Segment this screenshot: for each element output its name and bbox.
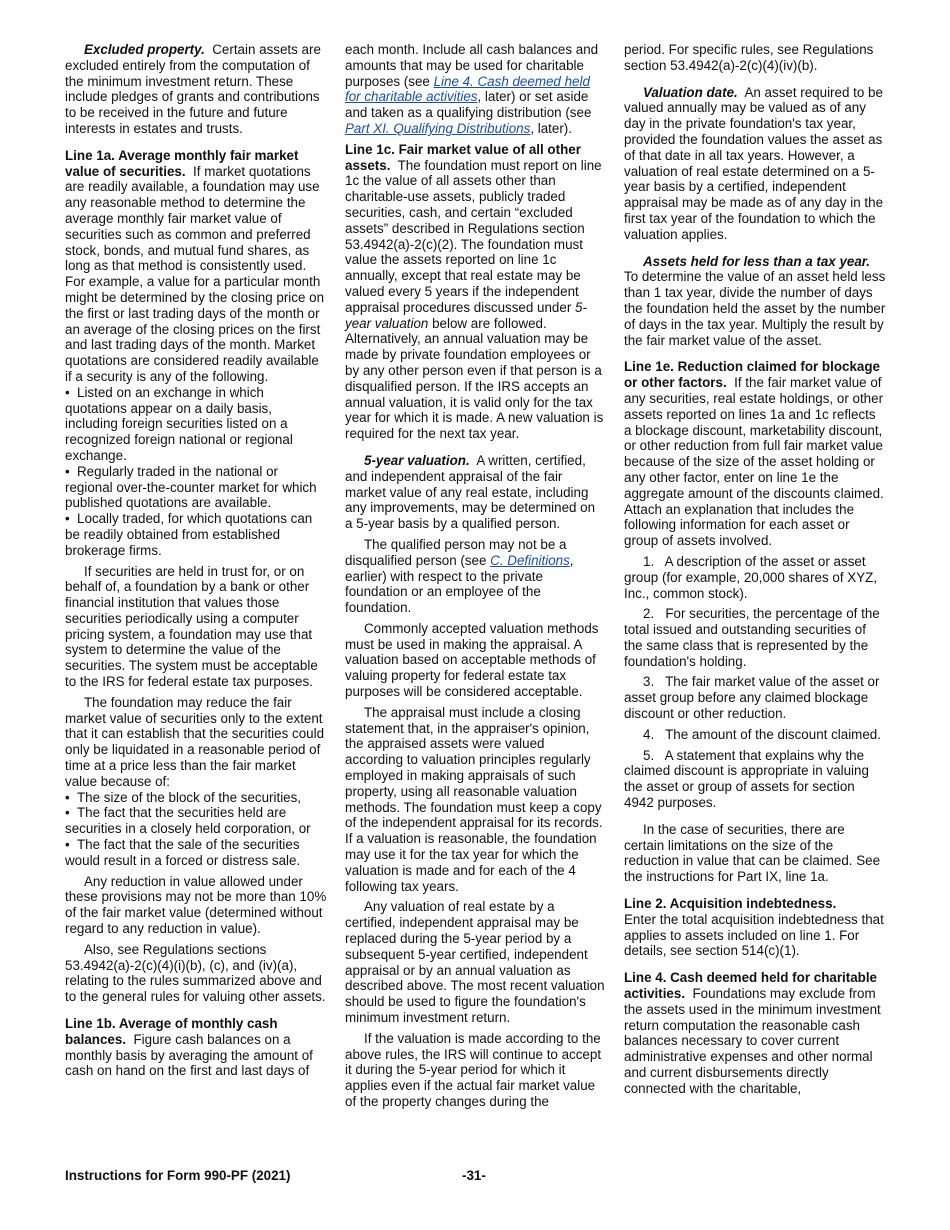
footer-form-title: Instructions for Form 990-PF (2021) <box>65 1168 291 1183</box>
bullet-item: • The fact that the securities held are securities in a closely held corporation, or <box>65 805 311 837</box>
numbered-item: 2. For securities, the percentage of the total issued and outstanding securities of the same class that is represented by the foundation's holding. <box>624 606 880 669</box>
closing-statement-para: The appraisal must include a closing statement that, in the appraiser's opinion, the appraised assets were valued according to valuation principles regularly employed in making appraisals of such property, using all reasonable valuation methods. The foundation must keep a copy of the independent appraisal for its records. If a valuation is reasonable, the foundation may use it for the tax year for which the valuation is made and for each of the 4 following tax years. <box>345 704 603 894</box>
valuation-date-heading: Valuation date. <box>643 84 738 100</box>
part-xi-link[interactable]: Part XI. Qualifying Distributions <box>345 120 531 136</box>
also-para: Also, see Regulations sections 53.4942(a)-2(c)(4)(i)(b), (c), and (iv)(a), relating to the rules summarized above and to the general rules for valuing other assets. <box>65 941 326 1005</box>
line-2-para: Line 2. Acquisition indebtedness. Enter the total acquisition indebtedness that applies to assets included on line 1. For details, see section 514(c)(1). <box>624 896 884 959</box>
column-3 <box>624 42 886 1102</box>
column-1 <box>65 42 327 1084</box>
line-1c-heading: Line 1c. Fair market value of all other assets. <box>345 141 581 173</box>
line-1c-para: Line 1c. Fair market value of all other assets. The foundation must report on line 1c the value of all assets other than charitable-use assets, publicly traded securities, cash, and certain “excluded assets” described in Regulations section 53.4942(a)-2(c)(2). The foundation must value the assets reported on line 1c annually, except that real estate may be valued every 5 years if the independent appraisal procedures discussed under 5-year valuation below are followed. Alternatively, an annual valuation may be made by private foundation employees or by any other person even if that person is a disqualified person. If the IRS accepts an annual valuation, it is valid only for the tax year for which it is made. A new valuation is required for the next tax year. <box>345 141 604 442</box>
valuation-date-para: Valuation date. An asset required to be valued annually may be valued as of any day in the private foundation's tax year, provided the foundation values the asset as of that date in all tax years. However, a valuation of real estate determined on a 5-year basis by a certified, independent appraisal may be made as of any day in the first tax year of the foundation to which the valuation applies. <box>624 84 884 242</box>
qualified-person-para: The qualified person may not be a disqualified person (see C. Definitions, earlier) with respect to the private foundation or an employee of the foundation. <box>345 536 574 616</box>
any-valuation-para: Any valuation of real estate by a certified, independent appraisal may be replaced during the 5-year period by a subsequent 5-year certified, independent appraisal or by an annual valuation as described above. The most recent valuation should be used to figure the foundation's minimum investment return. <box>345 899 605 1026</box>
line-1e-heading: Line 1e. Reduction claimed for blockage or other factors. <box>624 359 880 391</box>
bullet-item: • The size of the block of the securities, <box>65 789 302 805</box>
numbered-item: 1. A description of the asset or asset group (for example, 20,000 shares of XYZ, Inc., common stock). <box>624 553 878 601</box>
line-1a-heading: Line 1a. Average monthly fair market value of securities. <box>65 147 299 179</box>
if-valuation-para: If the valuation is made according to the above rules, the IRS will continue to accept it during the 5-year period for which it applies even if the actual fair market value of the property changes during the <box>345 1030 602 1109</box>
bullet-item: • Listed on an exchange in which quotations appear on a daily basis, including foreign securities listed on a recognized foreign national or regional exchange. <box>65 384 293 463</box>
cash-continuation-para: each month. Include all cash balances and amounts that may be used for charitable purposes (see Line 4. Cash deemed held for charitable activities, later) or set aside and taken as a qualifying distribution (see Part XI. Qualifying Distributions, later). <box>345 42 599 136</box>
methods-para: Commonly accepted valuation methods must be used in making the appraisal. A valuation based on acceptable methods of valuing property for federal estate tax purposes will be considered acceptable. <box>345 620 599 700</box>
column-2 <box>345 42 605 1115</box>
assets-held-para: Assets held for less than a tax year. To determine the value of an asset held less than 1 tax year, divide the number of days the foundation held the asset by the number of days in the tax year. Multiply the result by the fair market value of the asset. <box>624 253 886 348</box>
line-4-para: Line 4. Cash deemed held for charitable activities. Foundations may exclude from the assets used in the minimum investment return computation the reasonable cash balances necessary to cover current administrative expenses and other normal and current disbursements directly connected with the charitable, <box>624 970 881 1096</box>
definitions-link[interactable]: C. Definitions <box>490 552 570 568</box>
five-year-valuation-para: 5-year valuation. A written, certified, and independent appraisal of the fair market value of any real estate, including any improvements, may be determined on a 5-year basis by a qualified person. <box>345 452 596 532</box>
limit-para: Any reduction in value allowed under these provisions may not be more than 10% of the fair market value (determined without regard to any reduction in value). <box>65 873 327 937</box>
excluded-property-para: Excluded property. Certain assets are excluded entirely from the computation of the minimum investment return. These include pledges of grants and contributions to be received in the future and future interests in estates and trusts. <box>65 42 321 136</box>
securities-limit-para: In the case of securities, there are certain limitations on the size of the reduction in value that can be claimed. See the instructions for Part IX, line 1a. <box>624 821 881 885</box>
page-number: -31- <box>462 1168 486 1183</box>
line-4-heading: Line 4. Cash deemed held for charitable activities. <box>624 970 878 1002</box>
reduce-para: The foundation may reduce the fair market value of securities only to the extent that it can establish that the securities could only be liquidated in a reasonable period of time at a price less than the fair market value because of: <box>65 694 325 789</box>
numbered-item: 5. A statement that explains why the claimed discount is appropriate in valuing the asset or group of assets for section 4942 purposes. <box>624 747 869 811</box>
bullet-item: • The fact that the sale of the securities would result in a forced or distress sale. <box>65 837 301 868</box>
bullet-item: • Locally traded, for which quotations can be readily obtained from established brokerage firms. <box>65 511 313 558</box>
trust-para: If securities are held in trust for, or on behalf of, a foundation by a bank or other financial institution that values those securities periodically using a computer pricing system, a foundation may use that system to determine the value of the securities. The system must be acceptable to the IRS for federal estate tax purposes. <box>65 563 318 690</box>
line-2-heading: Line 2. Acquisition indebtedness. <box>624 896 837 912</box>
numbered-item: 3. The fair market value of the asset or asset group before any claimed blockage discount or other reduction. <box>624 674 880 722</box>
period-para: period. For specific rules, see Regulations section 53.4942(a)-2(c)(4)(iv)(b). <box>624 42 874 73</box>
line-4-link[interactable]: Line 4. Cash deemed held for charitable activities <box>345 73 590 105</box>
numbered-item: 4. The amount of the discount claimed. <box>643 726 881 742</box>
line-1a-para: Line 1a. Average monthly fair market value of securities. If market quotations are readily available, a foundation may use any reasonable method to determine the average monthly fair market value of securities such as common and preferred stock, bonds, and mutual fund shares, as long as that method is consistently used. For example, a value for a particular month might be determined by the closing price on the first or last trading days of the month or an average of the closing prices on the first and last trading days of the month. Market quotations are considered readily available if a security is any of the following. <box>65 147 325 384</box>
assets-held-heading: Assets held for less than a tax year. <box>643 253 870 269</box>
excluded-property-heading: Excluded property. <box>84 42 205 57</box>
bullet-item: • Regularly traded in the national or regional over-the-counter market for which published quotations are available. <box>65 463 317 511</box>
five-year-valuation-heading: 5-year valuation. <box>364 452 470 468</box>
line-1b-heading: Line 1b. Average of monthly cash balances. <box>65 1016 278 1047</box>
line-1e-para: Line 1e. Reduction claimed for blockage or other factors. If the fair market value of any securities, real estate holdings, or other assets reported on lines 1a and 1c reflects a blockage discount, marketability discount, or other reduction from full fair market value because of the size of the asset holding or any other factor, enter on line 1e the aggregate amount of the discounts claimed. Attach an explanation that includes the following information for each asset or group of assets involved. <box>624 359 884 549</box>
line-1b-para: Line 1b. Average of monthly cash balances. Figure cash balances on a monthly basis by averaging the amount of cash on hand on the first and last days of <box>65 1016 313 1079</box>
